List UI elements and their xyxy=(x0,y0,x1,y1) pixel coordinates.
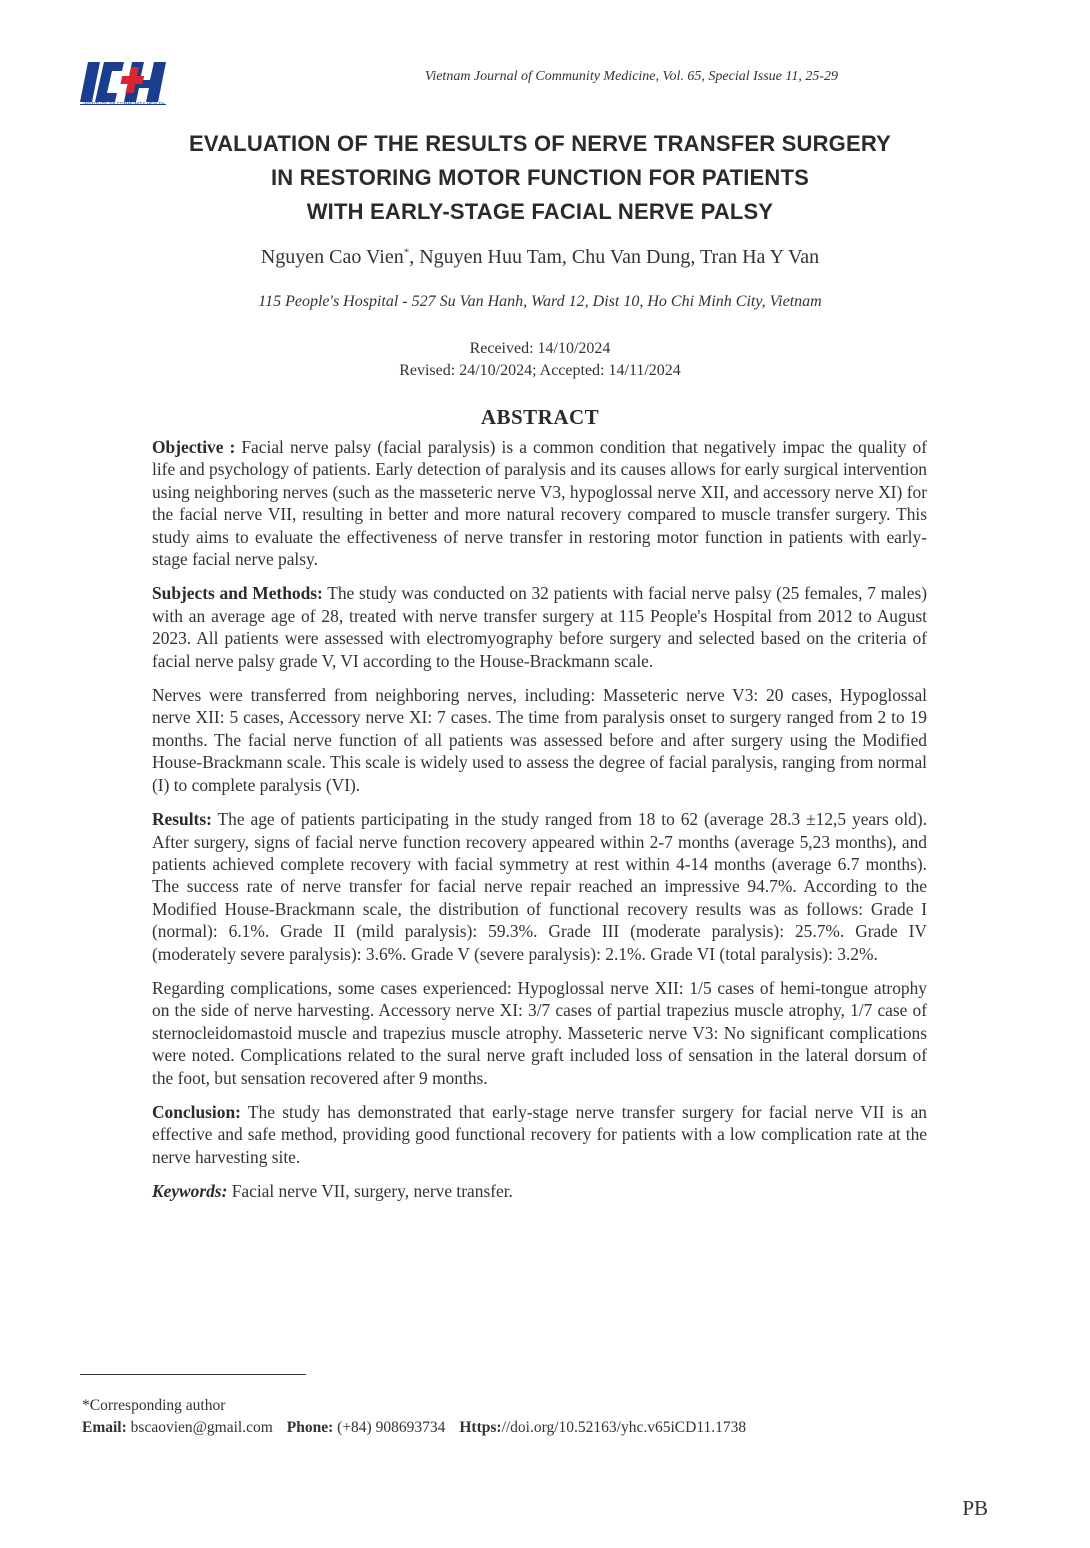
nerves-paragraph: Nerves were transferred from neighboring nerves, including: Masseteric nerve V3: 20 cases, Hypoglossal nerve XII: 5 cases, Accessory nerve XI: 7 cases. The time from paralysis onset to surgery ranged from 2 to 19 months. The facial nerve function of all patients was assessed before and after surgery using the Modified House-Brackmann scale. This scale is widely used to assess the degree of facial paralysis, ranging from normal (I) to complete paralysis (VI). xyxy=(152,685,927,795)
author-first: Nguyen Cao Vien xyxy=(260,246,404,268)
footnote xyxy=(82,1395,746,1439)
keywords-label: Keywords: xyxy=(152,1181,228,1202)
email-label: Email: xyxy=(82,1419,127,1436)
author-list xyxy=(100,246,980,269)
complications-paragraph: Regarding complications, some cases experienced: Hypoglossal nerve XII: 1/5 cases of hemi-tongue atrophy on the side of nerve harvesting. Accessory nerve XI: 3/7 cases of partial trapezius muscle atrophy, 1/7 case of sternocleidomastoid muscle and trapezius muscle atrophy. Masseteric nerve V3: No significant complications were noted. Complications related to the sural nerve graft included loss of sensation in the lateral dorsum of the foot, but sensation recovered after 9 months. xyxy=(152,977,927,1088)
footnote-divider xyxy=(80,1374,306,1375)
objective-label: Objective : xyxy=(152,437,236,457)
methods-text: The study was conducted on 32 patients with facial nerve palsy (25 females, 7 males) with an average age of 28, treated with nerve transfer surgery at 115 People's Hospital from 2012 to August 2023. All patients were assessed with electromyography before surgery and selected based on the criteria of facial nerve palsy grade V, VI according to the House-Brackmann scale. xyxy=(152,583,927,671)
methods-paragraph xyxy=(152,582,927,672)
conclusion-paragraph xyxy=(152,1101,927,1168)
conclusion-text: The study has demonstrated that early-stage nerve transfer surgery for facial nerve VII is an effective and safe method, providing good functional recovery for patients with a low complication rate at the nerve harvesting site. xyxy=(152,1101,927,1167)
phone-label: Phone: xyxy=(286,1419,334,1436)
conclusion-label: Conclusion: xyxy=(152,1101,241,1122)
results-text: The age of patients participating in the study ranged from 18 to 62 (average 28.3 ±12,5 years old). After surgery, signs of facial nerve function recovery appeared within 2-7 months (average 5,23 months), and patients achieved complete recovery with facial symmetry at rest within 4-14 months (average 6.7 months). The success rate of nerve transfer for facial nerve repair reached an impressive 94.7%. According to the Modified House-Brackmann scale, the distribution of functional recovery results was as follows: Grade I (normal): 6.1%. Grade II (mild paralysis): 59.3%. Grade III (moderate paralysis): 25.7%. Grade IV (moderately severe paralysis): 3.6%. Grade V (severe paralysis): 2.1%. Grade VI (total paralysis): 3.2%. xyxy=(152,809,927,964)
abstract-heading: ABSTRACT xyxy=(480,405,600,429)
objective-paragraph xyxy=(152,436,927,570)
title-line: IN RESTORING MOTOR FUNCTION FOR PATIENTS xyxy=(270,165,810,190)
contact-line xyxy=(82,1417,746,1439)
abstract-body xyxy=(152,436,927,1215)
journal-citation: Vietnam Journal of Community Medicine, Vol. 65, Special Issue 11, 25-29 xyxy=(424,69,838,84)
results-paragraph xyxy=(152,808,927,965)
keywords-paragraph xyxy=(152,1180,927,1202)
logo-caption: INSTITUTE OF COMMUNITY HEALTH xyxy=(83,101,165,106)
phone-value: (+84) 908693734 xyxy=(333,1419,446,1436)
page-number: PB xyxy=(962,1496,988,1520)
doi-label: Https: xyxy=(459,1419,502,1436)
title-line: EVALUATION OF THE RESULTS OF NERVE TRANSFER SURGERY xyxy=(188,131,892,156)
doi-link[interactable]: //doi.org/10.52163/yhc.v65iCD11.1738 xyxy=(501,1419,747,1436)
revised-accepted-date: Revised: 24/10/2024; Accepted: 14/11/2024 xyxy=(399,362,681,379)
corresponding-author-note: *Corresponding author xyxy=(82,1397,226,1414)
methods-label: Subjects and Methods: xyxy=(152,583,323,604)
keywords-text: Facial nerve VII, surgery, nerve transfer. xyxy=(227,1181,513,1202)
title-line: WITH EARLY-STAGE FACIAL NERVE PALSY xyxy=(306,199,774,224)
affiliation: 115 People's Hospital - 527 Su Van Hanh, Ward 12, Dist 10, Ho Chi Minh City, Vietnam xyxy=(258,293,822,310)
objective-text: Facial nerve palsy (facial paralysis) is a common condition that negatively impac the quality of life and psychology of patients. Early detection of paralysis and its causes allows for early surgical intervention using neighboring nerves (such as the masseteric nerve V3, hypoglossal nerve XII, and accessory nerve XI) for the facial nerve VII, resulting in better and more natural recovery compared to muscle transfer surgery. This study aims to evaluate the effectiveness of nerve transfer in restoring motor function in patients with early-stage facial nerve palsy. xyxy=(152,437,927,570)
results-label: Results: xyxy=(152,809,212,830)
received-date: Received: 14/10/2024 xyxy=(469,340,611,357)
paper-title xyxy=(100,127,980,229)
article-dates xyxy=(100,338,980,382)
corresponding-mark: * xyxy=(403,246,410,259)
email-value: bscaovien@gmail.com xyxy=(126,1419,273,1436)
author-rest: , Nguyen Huu Tam, Chu Van Dung, Tran Ha Y Van xyxy=(409,246,820,268)
